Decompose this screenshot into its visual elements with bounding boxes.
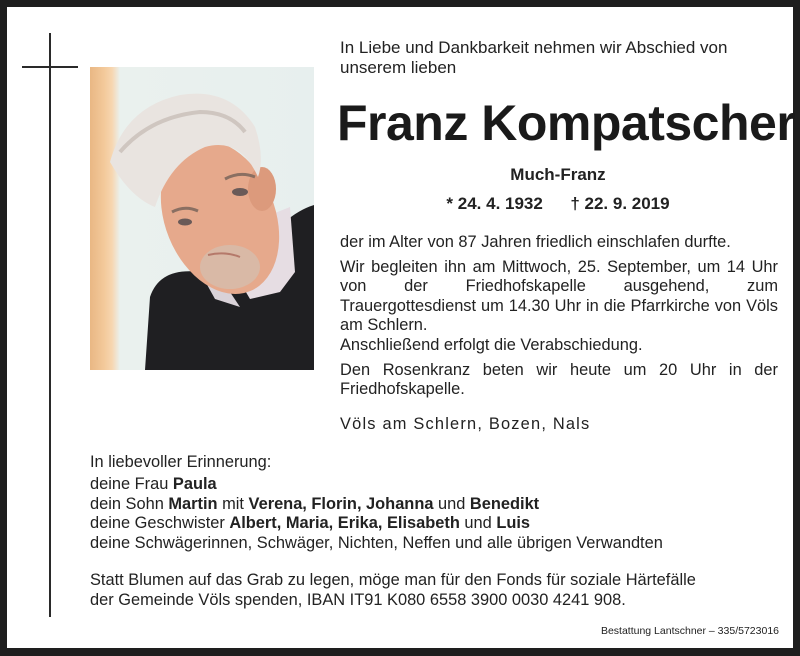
- farewell-line: Anschließend erfolgt die Verabschiedung.: [340, 335, 643, 354]
- intro-line-2: unserem lieben: [340, 58, 457, 77]
- intro-line-1: In Liebe und Dankbarkeit nehmen wir Abschied von: [340, 38, 728, 57]
- birth-date: 24. 4. 1932: [457, 194, 543, 213]
- portrait-illustration: [90, 67, 314, 370]
- death-date: 22. 9. 2019: [584, 194, 670, 213]
- deceased-nickname: Much-Franz: [510, 165, 606, 184]
- places-line: Völs am Schlern, Bozen, Nals: [340, 415, 591, 433]
- donation-line-2: der Gemeinde Völs spenden, IBAN IT91 K080 6558 3900 0030 4241 908.: [90, 590, 626, 609]
- life-dates: [340, 194, 776, 214]
- family-others: deine Schwägerinnen, Schwäger, Nichten, Neffen und alle übrigen Verwandten: [90, 533, 663, 552]
- intro-text: [340, 38, 780, 78]
- age-line: der im Alter von 87 Jahren friedlich einschlafen durfte.: [340, 233, 731, 251]
- cross-vertical-bar: [49, 33, 51, 617]
- rosary-details: Den Rosenkranz beten wir heute um 20 Uhr in der Friedhofskapelle.: [340, 360, 778, 399]
- donation-line-1: Statt Blumen auf das Grab zu legen, möge man für den Fonds für soziale Härtefälle: [90, 571, 696, 589]
- death-dagger-icon: †: [570, 194, 580, 213]
- family-wife: deine Frau Paula: [90, 475, 217, 494]
- obituary-body: [340, 233, 778, 405]
- deceased-name: Franz Kompatscher: [337, 95, 796, 151]
- family-section: [90, 453, 790, 553]
- family-son: dein Sohn Martin mit Verena, Florin, Johanna und Benedikt: [90, 494, 540, 513]
- birth-star-icon: *: [446, 194, 454, 213]
- funeral-details: Wir begleiten ihn am Mittwoch, 25. September, um 14 Uhr von der Friedhofskapelle ausgehend, zum Trauergottesdienst um 14.30 Uhr in die Pfarrkirche von Völs am Schlern.: [340, 257, 778, 335]
- family-heading: In liebevoller Erinnerung:: [90, 453, 272, 471]
- portrait-photo: [90, 67, 314, 370]
- cross-horizontal-bar: [22, 66, 78, 68]
- funeral-home-credit: Bestattung Lantschner – 335/5723016: [600, 625, 779, 637]
- obituary-card: [7, 7, 796, 648]
- family-siblings: deine Geschwister Albert, Maria, Erika, Elisabeth und Luis: [90, 514, 531, 533]
- donation-notice: [90, 571, 790, 610]
